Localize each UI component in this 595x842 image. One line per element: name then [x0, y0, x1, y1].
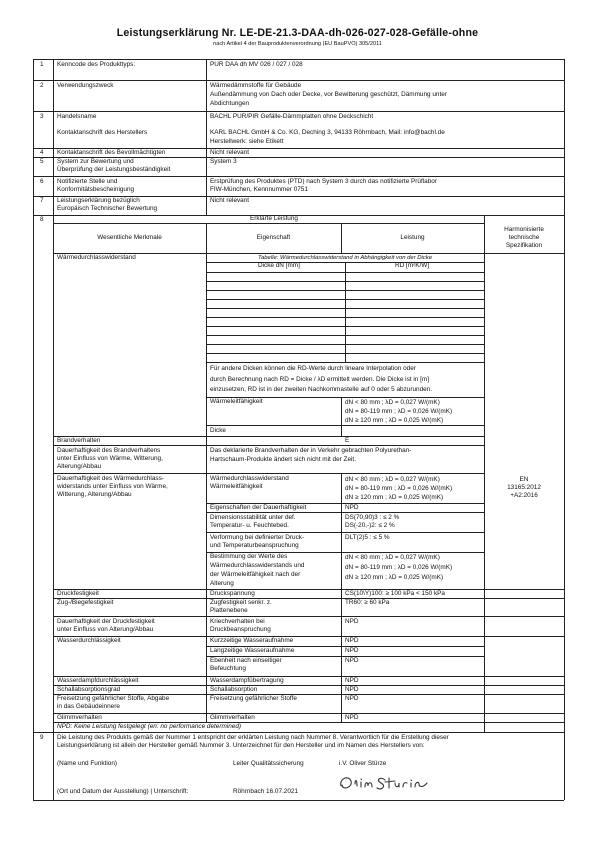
vapour-label: Wasserdampfdurchlässigkeit	[57, 677, 139, 684]
authorised-rep-value: Nicht relevant	[210, 149, 250, 156]
declaration-text-2: Leistungserklärung ist allein der Hersteller gemäß Nummer 3. Unterzeichnet für den Hersteller und im Namen des Herstellers von:	[57, 742, 425, 749]
signatory-role: Leiter Qualitätssicherung	[233, 760, 304, 767]
aged-values-label-1: Bestimmung der Werte des	[210, 553, 288, 560]
durability-thermal-label-3: Witterung, Alterung/Abbau	[57, 491, 132, 498]
creep-prop-1: Kriechverhalten bei	[210, 618, 265, 625]
durability-thermal-prop-1b: Wärmeleitfähigkeit	[210, 483, 263, 490]
water-long-term: Langzeitige Wasseraufnahme	[210, 647, 295, 654]
durability-lambda-3: dN ≥ 120 mm ; λD = 0,025 W/(mK)	[345, 494, 444, 501]
manufacturer-contact-label: Kontaktanschrift des Herstellers	[57, 129, 148, 136]
assessment-system-label-2: Überprüfung der Leistungsbeständigkeit	[57, 166, 171, 173]
col-performance: Leistung	[400, 234, 425, 241]
assessment-system-value: System 3	[210, 158, 237, 165]
durability-compressive-label-1: Dauerhaftigkeit der Druckfestigkeit	[57, 618, 155, 625]
thermal-lambda-3: dN ≥ 120 mm ; λD = 0,025 W/(mK)	[345, 417, 444, 424]
flatness-label-1: Ebenheit nach einseitiger	[210, 657, 282, 664]
deformation-label-1: Verformung bei definierter Druck-	[210, 534, 305, 541]
dangerous-label-1: Freisetzung gefährlicher Stoffe, Abgabe	[57, 695, 170, 702]
flatness-value: NPD	[345, 657, 359, 664]
water-short-term-value: NPD	[345, 637, 359, 644]
factory-value: Herstellwerk: siehe Etikett	[210, 138, 284, 145]
document-title: Leistungserklärung Nr. LE-DE-21.3-DAA-dh-026-027-028-Gefälle-ohne	[116, 27, 479, 39]
durability-lambda-2: dN = 80-119 mm ; λD = 0,026 W/(mK)	[345, 485, 453, 492]
aged-values-label-3: der Wärmeleitfähigkeit nach der	[210, 571, 301, 578]
standard-ref-1: EN	[519, 476, 529, 483]
durability-properties-value: NPD	[345, 504, 359, 511]
assessment-system-label-1: System zur Bewertung und	[57, 158, 134, 165]
intended-use-label: Verwendungszweck	[57, 82, 114, 89]
thermal-col-thickness: Dicke dN [mm]	[258, 262, 300, 269]
row-number-2: 2	[40, 82, 44, 89]
sound-label: Schallabsorptionsgrad	[57, 686, 121, 693]
declared-performance-heading: Erklärte Leistung	[250, 215, 298, 222]
place-date-label: (Ort und Datum der Ausstellung) | Unterschrift:	[57, 788, 189, 795]
dimensional-stability-value-1: DS(70,90)3 : ≤ 2 %	[345, 514, 400, 521]
creep-prop-2: Druckbeanspruchung	[210, 626, 271, 633]
eta-label-2: Europäisch Technischer Bewertung	[57, 205, 158, 212]
eta-value: Nicht relevant	[210, 197, 250, 204]
notified-body-label-2: Konformitätsbescheinigung	[57, 186, 135, 193]
durability-fire-value-2: Hartschaum-Produkte ändert sich nicht mit der Zeit.	[210, 456, 356, 463]
signatory-name: i.V. Oliver Stürze	[339, 760, 387, 767]
notified-body-label-1: Notifizierte Stelle und	[57, 178, 118, 185]
trade-name-label: Handelsname	[57, 113, 97, 120]
product-code-value: PUR DAA dh MV 026 / 027 / 028	[210, 61, 303, 68]
row-number-6: 6	[40, 178, 44, 185]
tensile-value: TR60: ≥ 60 kPa	[345, 599, 390, 606]
handwritten-signature	[337, 772, 437, 794]
thermal-conductivity-label: Wärmeleitfähigkeit	[210, 398, 263, 405]
tensile-prop-1: Zugfestigkeit senkr. z.	[210, 599, 272, 606]
durability-thermal-label-2: widerstands unter Einfluss von Wärme,	[57, 483, 168, 490]
thermal-note-1: Für andere Dicken können die RD-Werte durch lineare Interpolation oder	[210, 365, 416, 372]
creep-value: NPD	[345, 618, 359, 625]
col-characteristics: Wesentliche Merkmale	[97, 234, 162, 241]
manufacturer-contact-value: KARL BACHL GmbH & Co. KG, Deching 3, 94133 Röhrnbach, Mail: info@bachl.de	[210, 129, 445, 136]
durability-fire-label-2: unter Einfluss von Wärme, Witterung,	[57, 455, 163, 462]
npd-note: NPD: Keine Leistung festgelegt (en: no performance determined)	[57, 723, 242, 730]
dangerous-prop: Freisetzung gefährlicher Stoffe	[210, 695, 297, 702]
fire-behaviour-value: E	[345, 437, 350, 444]
aged-lambda-1: dN < 80 mm ; λD = 0,027 W/(mK)	[345, 554, 440, 561]
aged-lambda-2: dN = 80-119 mm ; λD = 0,026 W/(mK)	[345, 564, 453, 571]
vapour-prop: Wasserdampfübertragung	[210, 677, 284, 684]
compressive-prop: Druckspannung	[210, 590, 255, 597]
deformation-value: DLT(2)5 : ≤ 5 %	[345, 534, 390, 541]
intended-use-line-3: Abdichtungen	[210, 100, 250, 107]
intended-use-line-1: Wärmedämmstoffe für Gebäude	[210, 82, 302, 89]
standard-ref-2: 13165:2012	[507, 484, 541, 491]
dangerous-label-2: in das Gebäudeinnere	[57, 703, 120, 710]
flatness-label-2: Befeuchtung	[210, 665, 246, 672]
vapour-value: NPD	[345, 677, 359, 684]
thermal-resistance-label: Wärmedurchlasswiderstand	[57, 254, 136, 261]
document-subtitle: nach Artikel 4 der Bauproduktenverordnung (EU BauPVO) 305/2011	[213, 41, 382, 47]
durability-thermal-prop-1a: Wärmedurchlasswiderstand	[210, 475, 289, 482]
name-function-label: (Name und Funktion)	[57, 760, 118, 767]
thermal-note-3: einzusetzen, RD ist in der zweiten Nachkommastelle auf 0 oder 5 abzurunden.	[210, 386, 433, 393]
durability-thermal-label-1: Dauerhaftigkeit des Wärmedurchlass-	[57, 475, 164, 482]
dimensional-stability-label-2: Temperatur- u. Feuchtebed.	[210, 522, 289, 529]
thermal-table-caption: Tabelle: Wärmedurchlasswiderstand in Abhängigkeit von der Dicke	[257, 255, 433, 261]
water-long-term-value: NPD	[345, 647, 359, 654]
col-property: Eigenschaft	[256, 234, 291, 241]
sound-prop: Schallabsorption	[210, 686, 258, 693]
row-number-9: 9	[40, 734, 44, 741]
sound-value: NPD	[345, 686, 359, 693]
smoulder-value: NPD	[345, 714, 359, 721]
water-short-term: Kurzzeitige Wasseraufnahme	[210, 637, 294, 644]
notified-body-value-2: FIW-München, Kennnummer 0751	[210, 186, 308, 193]
compressive-value: CS(10\Y)100: ≥ 100 kPa < 150 kPa	[345, 590, 445, 597]
thickness-label: Dicke	[210, 427, 226, 434]
tensile-prop-2: Plattenebene	[210, 607, 248, 614]
row-number-8: 8	[40, 216, 44, 223]
trade-name-value: BACHL PUR/PIR Gefälle-Dämmplatten ohne Deckschicht	[210, 113, 374, 120]
row-number-4: 4	[40, 149, 44, 156]
declaration-text-1: Die Leistung des Produkts gemäß der Nummer 1 entspricht der erklärten Leistung nach Nummer 8. Verantwortlich für die Erstellung dieser	[57, 734, 449, 741]
smoulder-prop: Glimmverhalten	[210, 714, 255, 721]
thermal-note-2: durch Berechnung nach RD = Dicke / λD ermittelt werden. Die Dicke ist in [m]	[210, 376, 429, 383]
smoulder-label: Glimmverhalten	[57, 714, 102, 721]
authorised-rep-label: Kontaktanschrift des Bevollmächtigten	[57, 149, 166, 156]
durability-lambda-1: dN < 80 mm ; λD = 0,027 W/(mK)	[345, 476, 440, 483]
compressive-label: Druckfestigkeit	[57, 590, 99, 597]
aged-values-label-2: Wärmedurchlasswiderstands und	[210, 562, 305, 569]
notified-body-value-1: Erstprüfung des Produktes (PTD) nach System 3 durch das notifizierte Prüflabor	[210, 178, 437, 185]
standard-ref-3: +A2:2016	[510, 492, 538, 499]
deformation-label-2: und Temperaturbeanspruchung	[210, 542, 299, 549]
col-harmonised-3: Spezifikation	[505, 242, 543, 249]
row-number-1: 1	[40, 61, 44, 68]
thermal-col-resistance: RD [m²K/W]	[395, 262, 430, 269]
water-label: Wasserdurchlässigkeit	[57, 637, 121, 644]
dimensional-stability-label-1: Dimensionsstabilität unter def.	[210, 514, 296, 521]
thermal-lambda-2: dN = 80-119 mm ; λD = 0,026 W/(mK)	[345, 408, 453, 415]
product-code-label: Kenncode des Produkttyps:	[57, 61, 136, 68]
row-number-3: 3	[40, 113, 44, 120]
durability-fire-value-1: Das deklarierte Brandverhalten der in Verkehr gebrachten Polyurethan-	[210, 447, 412, 454]
durability-compressive-label-2: unter Einfluss von Alterung/Abbau	[57, 626, 154, 633]
row-number-7: 7	[40, 197, 44, 204]
col-harmonised-1: Harmonisierte	[504, 226, 544, 233]
eta-label-1: Leistungserklärung bezüglich	[57, 197, 140, 204]
durability-fire-label-1: Dauerhaftigkeit des Brandverhaltens	[57, 447, 161, 454]
aged-lambda-3: dN ≥ 120 mm ; λD = 0,025 W/(mK)	[345, 574, 444, 581]
fire-behaviour-label: Brandverhalten	[57, 437, 101, 444]
durability-fire-label-3: Alterung/Abbau	[57, 463, 102, 470]
col-harmonised-2: technische	[508, 234, 540, 241]
aged-values-label-4: Alterung	[210, 580, 234, 587]
row-number-5: 5	[40, 158, 44, 165]
dangerous-value: NPD	[345, 695, 359, 702]
place-date-value: Röhrnbach 16.07.2021	[233, 788, 299, 795]
thermal-lambda-1: dN < 80 mm ; λD = 0,027 W/(mK)	[345, 399, 440, 406]
tensile-label: Zug-/Biegefestigkeit	[57, 599, 114, 606]
dimensional-stability-value-2: DS(-20,-)2: ≤ 2 %	[345, 522, 395, 529]
intended-use-line-2: Außendämmung von Dach oder Decke, vor Bewitterung geschützt, Dämmung unter	[210, 91, 447, 98]
durability-properties-label: Eigenschaften der Dauerhaftigkeit	[210, 504, 307, 511]
